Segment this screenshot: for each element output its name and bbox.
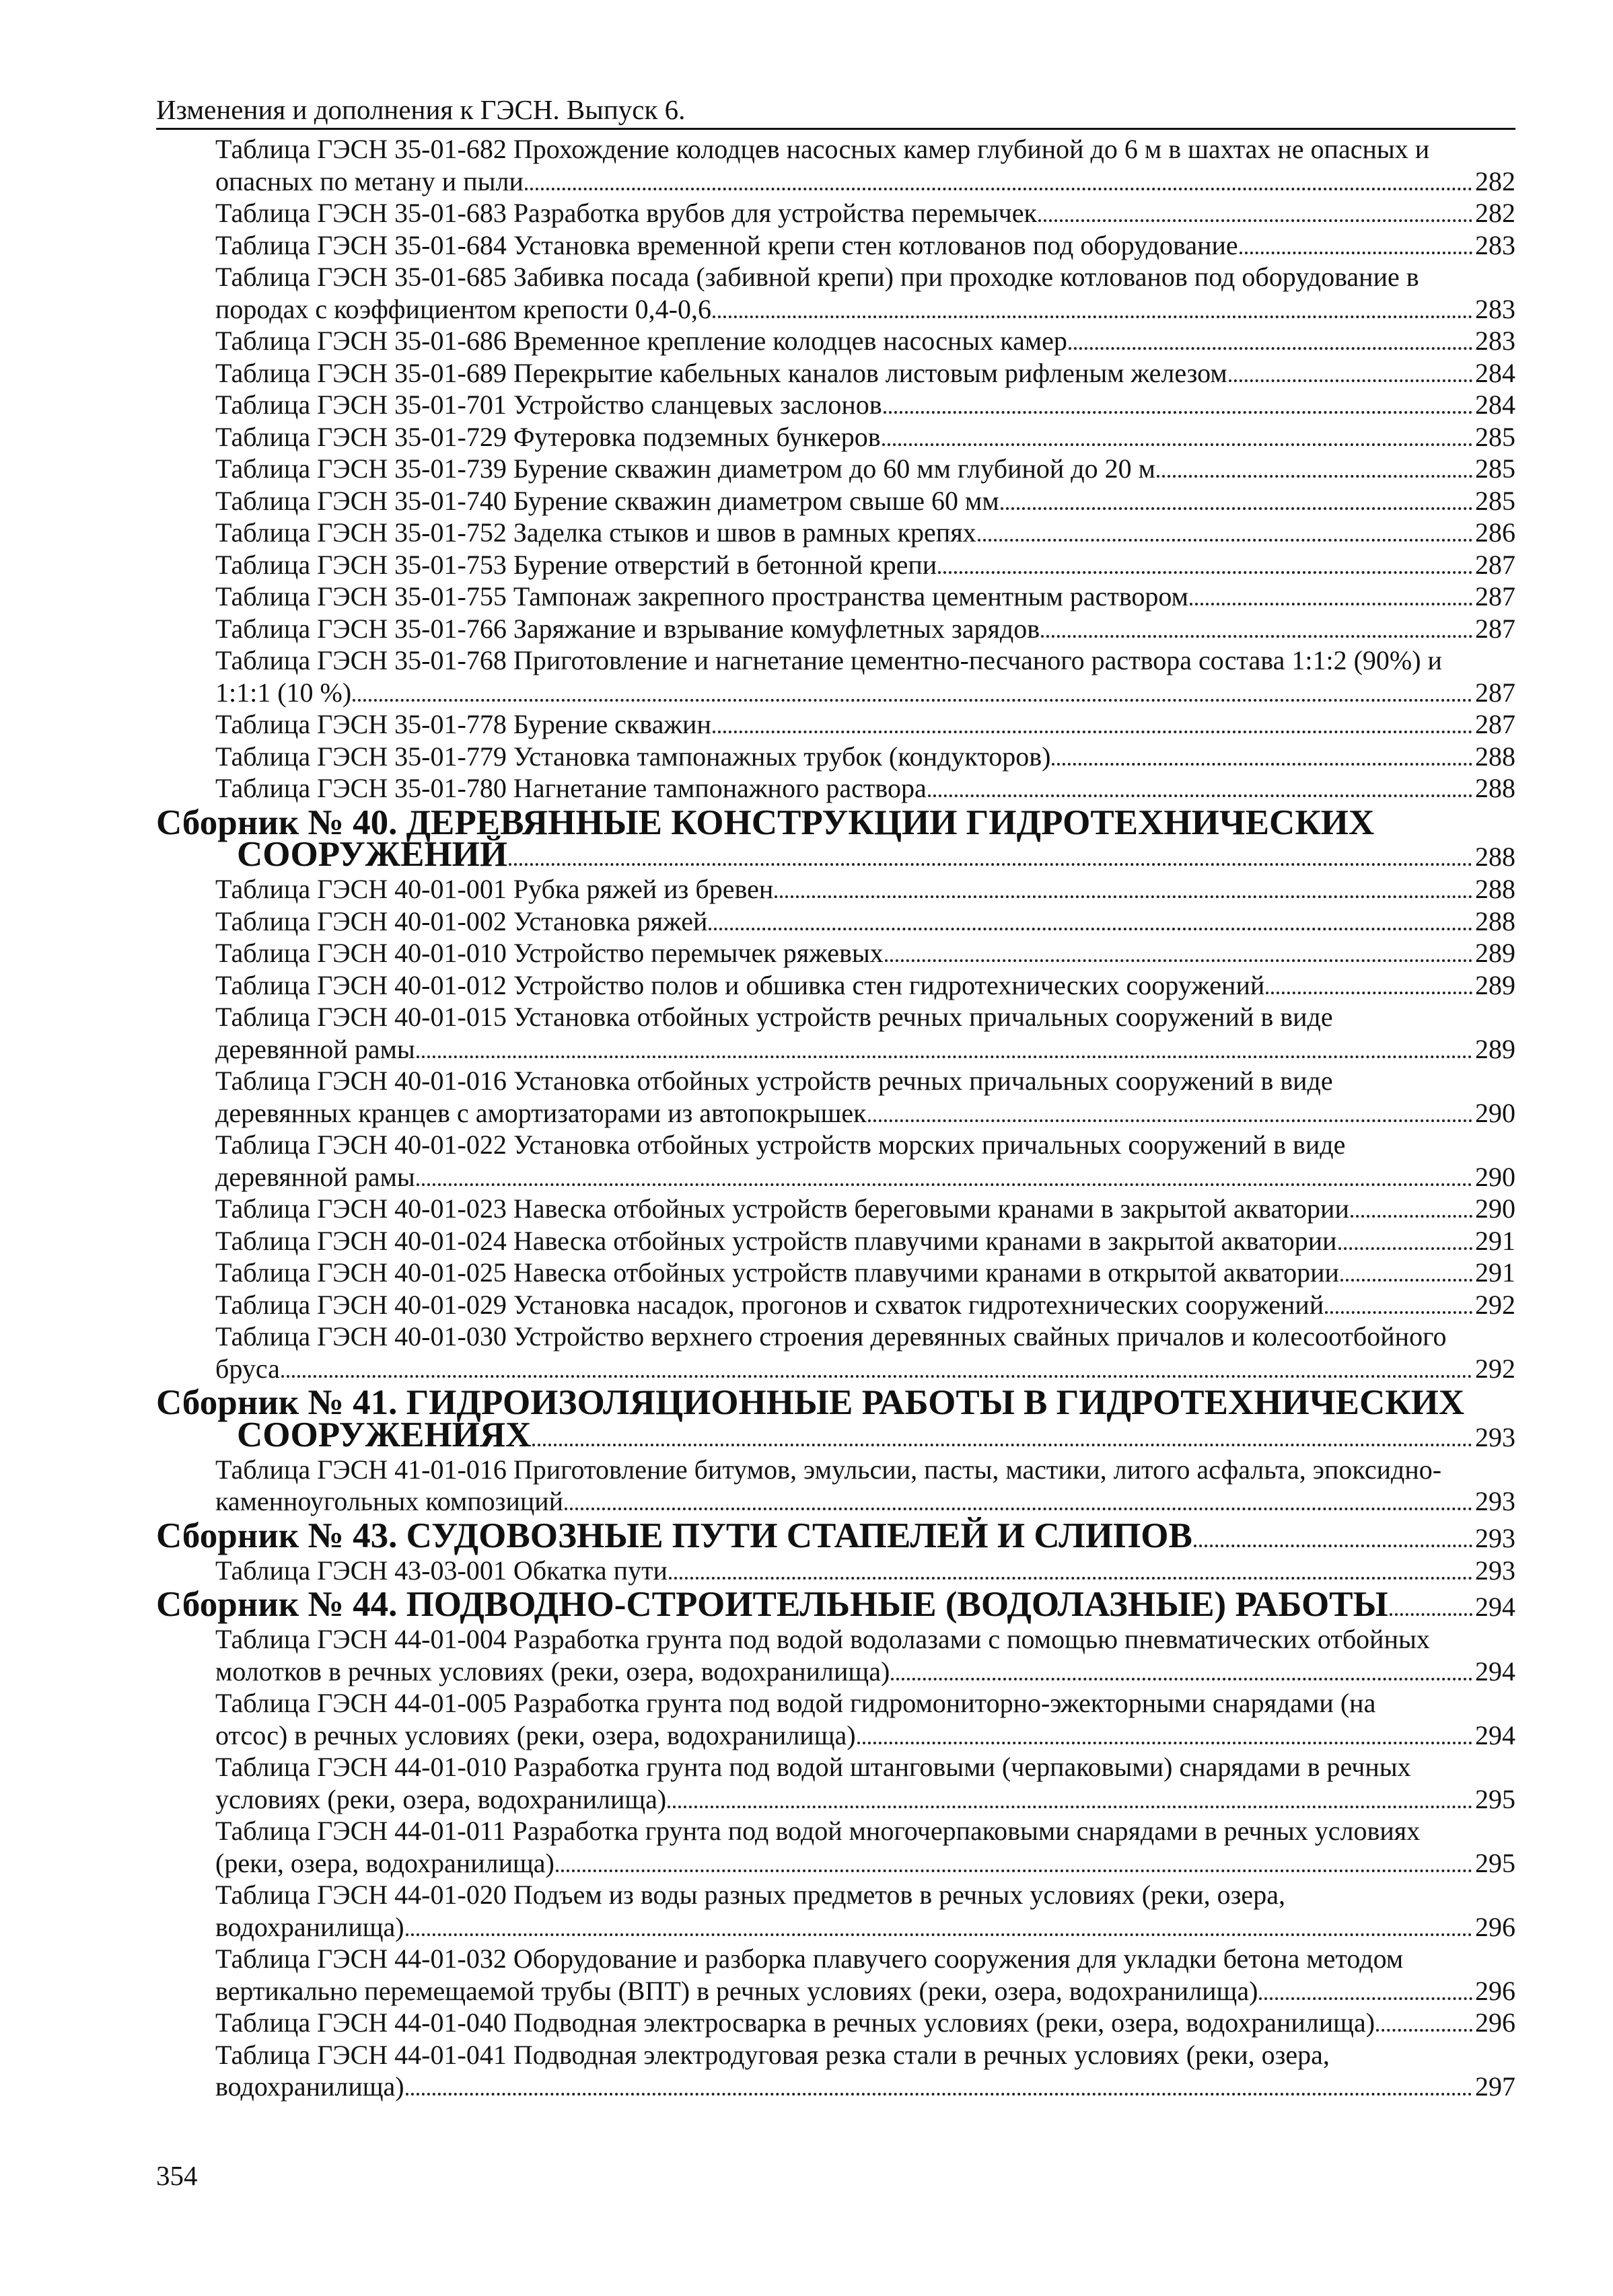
dot-leader bbox=[868, 1119, 1472, 1122]
toc-entry-title: Таблица ГЭСН 40-01-025 Навеска отбойных устройств плавучими кранами в открытой акватории bbox=[215, 1257, 1339, 1288]
toc-entry bbox=[215, 581, 1515, 613]
toc-entry-title: Таблица ГЭСН 35-01-689 Перекрытие кабельных каналов листовым рифленым железом bbox=[215, 357, 1227, 388]
dot-leader bbox=[1038, 219, 1472, 222]
toc-entry-line bbox=[215, 1097, 1515, 1130]
toc-entry bbox=[215, 197, 1515, 229]
toc-entry-line bbox=[215, 1485, 1515, 1518]
toc-page-number: 288 bbox=[1475, 874, 1515, 904]
toc-entry-title: (реки, озера, водохранилища) bbox=[215, 1847, 554, 1878]
running-header: Изменения и дополнения к ГЭСН. Выпуск 6. bbox=[156, 93, 1515, 130]
dot-leader bbox=[1325, 1311, 1472, 1314]
toc-entry-title-line1: Сборник № 41. ГИДРОИЗОЛЯЦИОННЫЕ РАБОТЫ В ГИДРОТЕХНИЧЕСКИХ bbox=[156, 1383, 1465, 1422]
toc-page-number: 285 bbox=[1475, 453, 1515, 484]
toc-entry bbox=[215, 133, 1515, 197]
toc-entry bbox=[215, 1193, 1515, 1225]
toc-entry-title: СООРУЖЕНИЯХ bbox=[237, 1415, 532, 1454]
dot-leader bbox=[1259, 1997, 1472, 2000]
toc-entry-line bbox=[215, 772, 1515, 805]
dot-leader bbox=[1229, 379, 1472, 382]
toc-page-number: 285 bbox=[1475, 421, 1515, 452]
toc-entry-title: деревянной рамы bbox=[215, 1161, 415, 1192]
toc-page-number: 286 bbox=[1475, 517, 1515, 548]
toc-entry-title: Таблица ГЭСН 35-01-766 Заряжание и взрывание комуфлетных зарядов bbox=[215, 613, 1040, 644]
toc-entry-title: Таблица ГЭСН 40-01-002 Установка ряжей bbox=[215, 905, 708, 936]
toc-entry-title: Таблица ГЭСН 35-01-729 Футеровка подземных бункеров bbox=[215, 421, 881, 452]
toc-entry-line bbox=[215, 293, 1515, 326]
toc-page-number: 287 bbox=[1475, 549, 1515, 580]
toc-entry-line bbox=[215, 549, 1515, 581]
toc-entry-title: Таблица ГЭСН 35-01-779 Установка тампонажных трубок (кондукторов) bbox=[215, 741, 1051, 772]
toc-entry-line bbox=[215, 1783, 1515, 1816]
toc-entry-title-line1: Таблица ГЭСН 40-01-030 Устройство верхнего строения деревянных свайных причалов и колесоотбойного bbox=[215, 1321, 1447, 1351]
dot-leader bbox=[417, 1183, 1472, 1186]
dot-leader bbox=[668, 1806, 1472, 1808]
toc-entry bbox=[215, 1454, 1515, 1518]
toc-entry-title: Таблица ГЭСН 40-01-010 Устройство перемычек ряжевых bbox=[215, 938, 884, 968]
toc-entry bbox=[215, 1815, 1515, 1879]
toc-entry-title: Таблица ГЭСН 44-01-040 Подводная электросварка в речных условиях (реки, озера, водохранилища) bbox=[215, 2007, 1375, 2038]
toc-entry-title: Таблица ГЭСН 35-01-755 Тампонаж закрепного пространства цементным раствором bbox=[215, 581, 1188, 612]
toc-entry-line bbox=[215, 1847, 1515, 1880]
toc-page-number: 294 bbox=[1475, 1719, 1515, 1750]
toc-entry bbox=[215, 644, 1515, 708]
toc-entry-title: Таблица ГЭСН 40-01-029 Установка насадок, прогонов и схваток гидротехнических сооружений bbox=[215, 1289, 1324, 1320]
table-of-contents bbox=[156, 133, 1515, 2103]
dot-leader bbox=[709, 928, 1472, 930]
toc-entry-title: Таблица ГЭСН 35-01-753 Бурение отверстий в бетонной крепи bbox=[215, 549, 937, 580]
toc-entry-line bbox=[215, 873, 1515, 905]
toc-page-number: 283 bbox=[1475, 229, 1515, 260]
toc-entry-line bbox=[215, 2007, 1515, 2039]
toc-entry-title: Таблица ГЭСН 43-03-001 Обкатка пути bbox=[215, 1555, 668, 1586]
dot-leader bbox=[1041, 635, 1472, 638]
dot-leader bbox=[1240, 252, 1472, 254]
toc-entry-title: Таблица ГЭСН 35-01-701 Устройство сланцевых заслонов bbox=[215, 390, 882, 420]
dot-leader bbox=[775, 895, 1472, 898]
toc-entry-title: Таблица ГЭСН 35-01-686 Временное крепление колодцев насосных камер bbox=[215, 326, 1067, 356]
toc-entry-title-line1: Таблица ГЭСН 44-01-005 Разработка грунта под водой гидромониторно-эжекторными снарядами (на bbox=[215, 1688, 1376, 1718]
toc-entry-line bbox=[215, 708, 1515, 741]
toc-page-number: 292 bbox=[1475, 1353, 1515, 1384]
toc-entry-title-line1: Таблица ГЭСН 35-01-685 Забивка посада (забивной крепи) при проходке котлованов под оборудование в bbox=[215, 262, 1419, 292]
toc-page-number: 282 bbox=[1475, 198, 1515, 228]
toc-entry bbox=[215, 873, 1515, 905]
toc-entry bbox=[215, 613, 1515, 645]
dot-leader bbox=[891, 1678, 1472, 1680]
toc-entry-line bbox=[215, 1033, 1515, 1066]
toc-entry-title-line1: Таблица ГЭСН 35-01-768 Приготовление и нагнетание цементно-песчаного раствора состава 1:1:2 (90%) и bbox=[215, 645, 1442, 675]
toc-entry-line bbox=[215, 1719, 1515, 1752]
toc-entry-line bbox=[215, 229, 1515, 262]
toc-entry-line bbox=[215, 2071, 1515, 2103]
dot-leader bbox=[978, 539, 1472, 542]
toc-entry-title-line1: Таблица ГЭСН 40-01-022 Установка отбойных устройств морских причальных сооружений в виде bbox=[215, 1130, 1346, 1160]
toc-entry-title: водохранилища) bbox=[215, 2071, 404, 2102]
toc-entry-title-line1: Таблица ГЭСН 44-01-032 Оборудование и разборка плавучего сооружения для укладки бетона методом bbox=[215, 1943, 1404, 1974]
toc-entry bbox=[215, 1321, 1515, 1384]
dot-leader bbox=[1338, 1247, 1472, 1250]
toc-entry-title: Сборник № 43. СУДОВОЗНЫЕ ПУТИ СТАПЕЛЕЙ И СЛИПОВ bbox=[156, 1516, 1192, 1555]
toc-page-number: 291 bbox=[1475, 1257, 1515, 1288]
toc-entry-line bbox=[215, 357, 1515, 390]
toc-page-number: 289 bbox=[1475, 969, 1515, 1000]
toc-page-number: 295 bbox=[1475, 1847, 1515, 1878]
dot-leader bbox=[1340, 1279, 1472, 1282]
dot-leader bbox=[713, 731, 1472, 733]
toc-entry bbox=[215, 1129, 1515, 1193]
toc-entry-title: отсос) в речных условиях (реки, озера, водохранилища) bbox=[215, 1719, 856, 1750]
toc-entry-line bbox=[156, 1516, 1515, 1555]
toc-entry bbox=[215, 708, 1515, 741]
toc-entry bbox=[215, 261, 1515, 325]
toc-entry bbox=[215, 1687, 1515, 1751]
toc-entry-title: условиях (реки, озера, водохранилища) bbox=[215, 1783, 667, 1814]
toc-entry bbox=[215, 2039, 1515, 2103]
toc-page-number: 283 bbox=[1475, 293, 1515, 324]
toc-entry bbox=[215, 485, 1515, 517]
toc-page-number: 296 bbox=[1475, 2007, 1515, 2038]
toc-section bbox=[156, 1383, 1515, 1454]
toc-entry bbox=[215, 1751, 1515, 1815]
toc-page-number: 284 bbox=[1475, 357, 1515, 388]
toc-entry-title: деревянной рамы bbox=[215, 1033, 415, 1064]
toc-entry bbox=[215, 1257, 1515, 1289]
toc-entry-line bbox=[215, 581, 1515, 613]
toc-entry bbox=[215, 1065, 1515, 1129]
toc-entry-title-line1: Таблица ГЭСН 41-01-016 Приготовление битумов, эмульсии, пасты, мастики, литого асфальта, эпоксидно- bbox=[215, 1454, 1442, 1485]
toc-entry-title-line1: Таблица ГЭСН 35-01-682 Прохождение колодцев насосных камер глубиной до 6 м в шахтах не опасных и bbox=[215, 134, 1430, 164]
toc-entry-title: бруса bbox=[215, 1353, 280, 1384]
toc-entry bbox=[215, 389, 1515, 421]
toc-entry-title-line1: Сборник № 40. ДЕРЕВЯННЫЕ КОНСТРУКЦИИ ГИДРОТЕХНИЧЕСКИХ bbox=[156, 803, 1375, 842]
toc-entry bbox=[215, 549, 1515, 581]
toc-page-number: 295 bbox=[1475, 1783, 1515, 1814]
toc-page-number: 284 bbox=[1475, 390, 1515, 420]
toc-entry-title: Таблица ГЭСН 35-01-780 Нагнетание тампонажного раствора bbox=[215, 773, 927, 803]
toc-entry bbox=[215, 357, 1515, 390]
toc-page-number: 291 bbox=[1475, 1225, 1515, 1256]
toc-entry-line bbox=[215, 937, 1515, 969]
toc-entry-line bbox=[215, 1289, 1515, 1321]
toc-entry-title-line1: Таблица ГЭСН 44-01-011 Разработка грунта под водой многочерпаковыми снарядами в речных условиях bbox=[215, 1816, 1421, 1846]
toc-entry bbox=[215, 772, 1515, 805]
toc-page-number: 290 bbox=[1475, 1161, 1515, 1192]
toc-section bbox=[156, 1516, 1515, 1555]
toc-page-number: 292 bbox=[1475, 1289, 1515, 1320]
toc-section bbox=[156, 1585, 1515, 1624]
toc-entry-line bbox=[215, 677, 1515, 709]
toc-entry-line bbox=[156, 835, 1515, 874]
toc-entry-line bbox=[215, 1975, 1515, 2007]
dot-leader bbox=[353, 699, 1472, 702]
toc-entry-line bbox=[156, 1585, 1515, 1624]
toc-entry-line bbox=[215, 905, 1515, 938]
toc-entry bbox=[215, 229, 1515, 262]
toc-page-number: 283 bbox=[1475, 326, 1515, 356]
toc-entry-line bbox=[215, 969, 1515, 1002]
toc-entry-line bbox=[156, 1415, 1515, 1454]
toc-entry-title: водохранилища) bbox=[215, 1911, 404, 1942]
toc-page-number: 293 bbox=[1475, 1522, 1515, 1553]
toc-entry-line bbox=[215, 485, 1515, 517]
toc-entry bbox=[215, 1001, 1515, 1065]
dot-leader bbox=[532, 1444, 1472, 1446]
toc-entry-title: Таблица ГЭСН 40-01-001 Рубка ряжей из бревен bbox=[215, 874, 774, 904]
toc-page-number: 290 bbox=[1475, 1097, 1515, 1128]
toc-page-number: 288 bbox=[1475, 905, 1515, 936]
toc-entry-title: Таблица ГЭСН 35-01-684 Установка временной крепи стен котлованов под оборудование bbox=[215, 229, 1238, 260]
toc-page-number: 288 bbox=[1475, 842, 1515, 872]
toc-entry-line bbox=[215, 613, 1515, 645]
toc-entry bbox=[215, 2007, 1515, 2039]
toc-page-number: 290 bbox=[1475, 1193, 1515, 1224]
toc-entry-title: СООРУЖЕНИЙ bbox=[237, 835, 508, 874]
toc-entry-line bbox=[215, 453, 1515, 485]
toc-entry-title: 1:1:1 (10 %) bbox=[215, 677, 352, 708]
toc-entry bbox=[215, 517, 1515, 549]
toc-entry bbox=[215, 1225, 1515, 1257]
dot-leader bbox=[1157, 475, 1472, 478]
dot-leader bbox=[928, 794, 1472, 797]
toc-entry-title-line1: Таблица ГЭСН 44-01-020 Подъем из воды разных предметов в речных условиях (реки, озера, bbox=[215, 1880, 1285, 1910]
toc-page-number: 294 bbox=[1475, 1592, 1515, 1622]
toc-entry-title: породах с коэффициентом крепости 0,4-0,6 bbox=[215, 293, 711, 324]
dot-leader bbox=[1390, 1613, 1472, 1616]
toc-entry bbox=[215, 325, 1515, 357]
toc-page-number: 288 bbox=[1475, 773, 1515, 803]
toc-entry bbox=[215, 1943, 1515, 2007]
toc-entry-title: Таблица ГЭСН 35-01-752 Заделка стыков и швов в рамных крепях bbox=[215, 517, 976, 548]
dot-leader bbox=[509, 863, 1472, 866]
dot-leader bbox=[1190, 603, 1472, 605]
toc-entry-line bbox=[215, 325, 1515, 357]
toc-entry-line bbox=[215, 741, 1515, 773]
dot-leader bbox=[1052, 763, 1472, 766]
toc-entry-line bbox=[215, 1656, 1515, 1688]
dot-leader bbox=[565, 1508, 1472, 1510]
toc-entry-line bbox=[215, 1911, 1515, 1943]
toc-entry-title-line1: Таблица ГЭСН 40-01-015 Установка отбойных устройств речных причальных сооружений в виде bbox=[215, 1002, 1333, 1032]
toc-section bbox=[156, 803, 1515, 874]
toc-page-number: 289 bbox=[1475, 938, 1515, 968]
toc-entry-line bbox=[215, 1257, 1515, 1289]
toc-entry bbox=[215, 905, 1515, 938]
toc-entry-line bbox=[215, 1555, 1515, 1587]
toc-entry-line bbox=[215, 421, 1515, 453]
toc-entry bbox=[215, 1555, 1515, 1587]
dot-leader bbox=[417, 1056, 1472, 1058]
toc-page-number: 288 bbox=[1475, 741, 1515, 772]
toc-entry bbox=[215, 937, 1515, 969]
dot-leader bbox=[1001, 507, 1472, 510]
toc-entry bbox=[215, 969, 1515, 1002]
toc-entry-title: Таблица ГЭСН 35-01-683 Разработка врубов для устройства перемычек bbox=[215, 198, 1037, 228]
toc-entry bbox=[215, 421, 1515, 453]
dot-leader bbox=[281, 1375, 1472, 1378]
dot-leader bbox=[1351, 1215, 1472, 1218]
toc-entry-title-line1: Таблица ГЭСН 44-01-004 Разработка грунта под водой водолазами с помощью пневматических отбойных bbox=[215, 1624, 1430, 1654]
toc-entry-line bbox=[215, 165, 1515, 198]
toc-entry-title: каменноугольных композиций bbox=[215, 1486, 564, 1516]
toc-entry-line bbox=[215, 1161, 1515, 1193]
dot-leader bbox=[406, 2093, 1472, 2096]
toc-entry-title-line1: Таблица ГЭСН 44-01-041 Подводная электродуговая резка стали в речных условиях (реки, озера, bbox=[215, 2039, 1330, 2070]
page-number: 354 bbox=[156, 2160, 198, 2191]
toc-entry-line bbox=[215, 197, 1515, 229]
toc-entry-title: опасных по метану и пыли bbox=[215, 165, 524, 196]
dot-leader bbox=[669, 1577, 1472, 1580]
dot-leader bbox=[857, 1742, 1472, 1744]
toc-page-number: 296 bbox=[1475, 1975, 1515, 2006]
toc-entry-line bbox=[215, 1353, 1515, 1385]
dot-leader bbox=[1069, 347, 1472, 350]
toc-entry-title: Таблица ГЭСН 35-01-778 Бурение скважин bbox=[215, 709, 711, 739]
toc-page-number: 293 bbox=[1475, 1486, 1515, 1516]
toc-entry-title: деревянных кранцев с амортизаторами из автопокрышек bbox=[215, 1097, 867, 1128]
dot-leader bbox=[882, 443, 1472, 446]
dot-leader bbox=[525, 188, 1472, 190]
toc-entry bbox=[215, 741, 1515, 773]
toc-entry bbox=[215, 1289, 1515, 1321]
toc-entry bbox=[215, 1623, 1515, 1687]
toc-entry-title-line1: Таблица ГЭСН 44-01-010 Разработка грунта под водой штанговыми (черпаковыми) снарядами в речных bbox=[215, 1752, 1411, 1782]
toc-page-number: 293 bbox=[1475, 1555, 1515, 1586]
toc-entry-title: Таблица ГЭСН 40-01-023 Навеска отбойных устройств береговыми кранами в закрытой акватории bbox=[215, 1193, 1349, 1224]
toc-entry bbox=[215, 1879, 1515, 1943]
toc-entry-title-line1: Таблица ГЭСН 40-01-016 Установка отбойных устройств речных причальных сооружений в виде bbox=[215, 1066, 1333, 1096]
toc-page-number: 294 bbox=[1475, 1656, 1515, 1687]
toc-page-number: 287 bbox=[1475, 613, 1515, 644]
toc-page-number: 287 bbox=[1475, 677, 1515, 708]
toc-entry-line bbox=[215, 1193, 1515, 1225]
toc-page-number: 287 bbox=[1475, 581, 1515, 612]
dot-leader bbox=[885, 959, 1472, 962]
toc-entry-title: Таблица ГЭСН 35-01-739 Бурение скважин диаметром до 60 мм глубиной до 20 м bbox=[215, 453, 1155, 484]
toc-entry-line bbox=[215, 389, 1515, 421]
toc-entry-title: Таблица ГЭСН 40-01-012 Устройство полов и обшивка стен гидротехнических сооружений bbox=[215, 969, 1265, 1000]
toc-page-number: 282 bbox=[1475, 165, 1515, 196]
dot-leader bbox=[1194, 1545, 1472, 1547]
toc-page-number: 289 bbox=[1475, 1033, 1515, 1064]
dot-leader bbox=[713, 316, 1472, 318]
toc-entry-title: Сборник № 44. ПОДВОДНО-СТРОИТЕЛЬНЫЕ (ВОДОЛАЗНЫЕ) РАБОТЫ bbox=[156, 1585, 1388, 1624]
toc-entry-line bbox=[215, 517, 1515, 549]
dot-leader bbox=[556, 1869, 1472, 1872]
toc-page-number: 287 bbox=[1475, 709, 1515, 739]
dot-leader bbox=[884, 411, 1472, 414]
dot-leader bbox=[938, 571, 1472, 574]
dot-leader bbox=[406, 1933, 1472, 1936]
toc-page-number: 296 bbox=[1475, 1911, 1515, 1942]
toc-page-number: 293 bbox=[1475, 1421, 1515, 1452]
toc-entry bbox=[215, 453, 1515, 485]
dot-leader bbox=[1376, 2029, 1472, 2032]
toc-entry-title: Таблица ГЭСН 35-01-740 Бурение скважин диаметром свыше 60 мм bbox=[215, 485, 999, 516]
toc-page-number: 297 bbox=[1475, 2071, 1515, 2102]
toc-entry-title: молотков в речных условиях (реки, озера, водохранилища) bbox=[215, 1656, 890, 1687]
dot-leader bbox=[1266, 992, 1472, 994]
toc-entry-title: вертикально перемещаемой трубы (ВПТ) в речных условиях (реки, озера, водохранилища) bbox=[215, 1975, 1258, 2006]
toc-page-number: 285 bbox=[1475, 485, 1515, 516]
toc-entry-line bbox=[215, 1225, 1515, 1257]
toc-entry-title: Таблица ГЭСН 40-01-024 Навеска отбойных устройств плавучими кранами в закрытой акватории bbox=[215, 1225, 1337, 1256]
